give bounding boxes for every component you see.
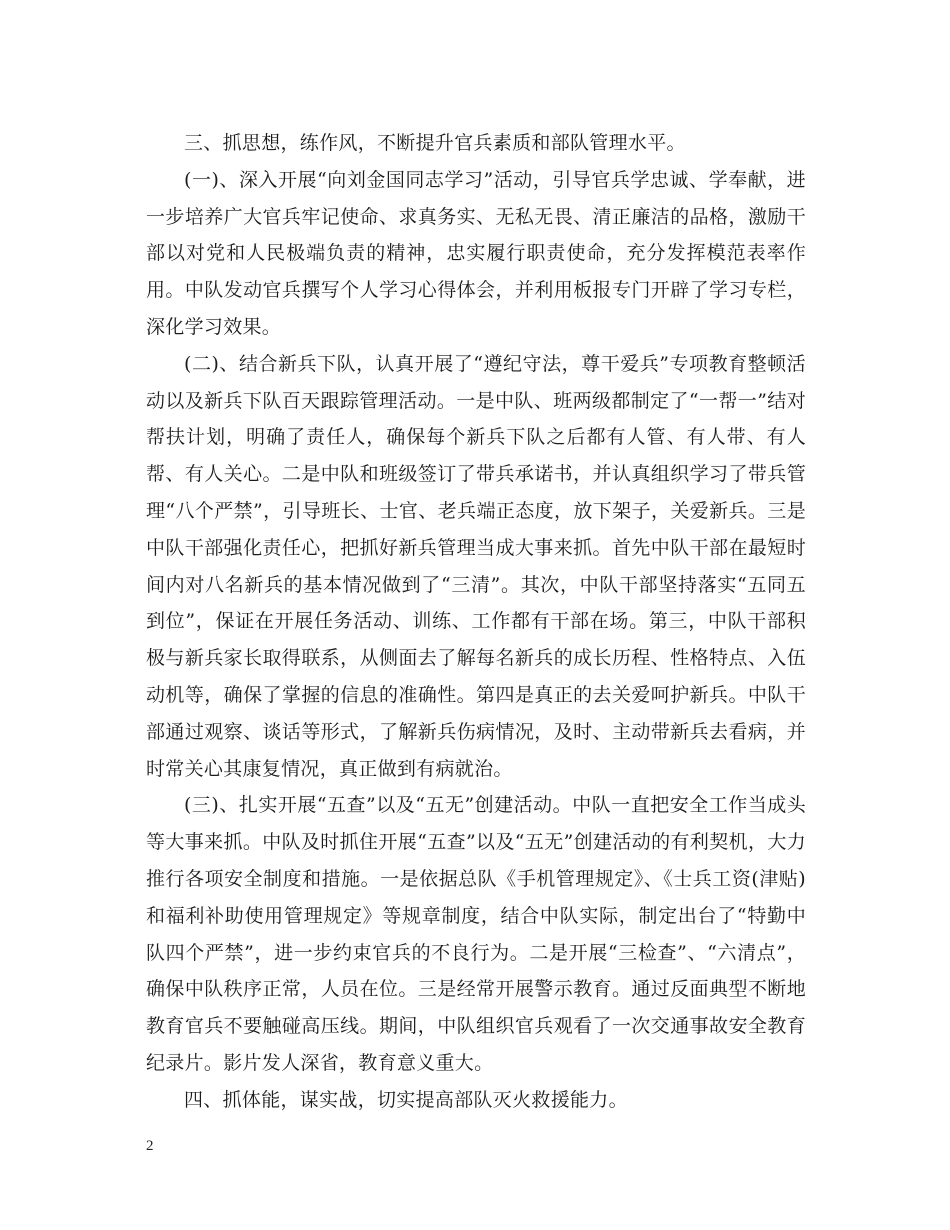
paragraph-item-three: (三)、扎实开展“五查”以及“五无”创建活动。中队一直把安全工作当成头等大事来抓。中队及时抓住开展“五查”以及“五无”创建活动的有利契机，大力推行各项安全制度和措施。一是依据总队《手机管理规定》、《士兵工资(津贴)和福利补助使用管理规定》等规章制度，结合中队实际，制定出台了“特勤中队四个严禁”，进一步约束官兵的不良行为。二是开展“三检查”、“六清点”，确保中队秩序正常，人员在位。三是经常开展警示教育。通过反面典型不断地教育官兵不要触碰高压线。期间，中队组织官兵观看了一次交通事故安全教育纪录片。影片发人深省，教育意义重大。 (146, 794, 806, 1074)
paragraph-item-one: (一)、深入开展“向刘金国同志学习”活动，引导官兵学忠诚、学奉献，进一步培养广大官兵牢记使命、求真务实、无私无畏、清正廉洁的品格，激励干部以对党和人民极端负责的精神，忠实履行职责使命，充分发挥模范表率作用。中队发动官兵撰写个人学习心得体会，并利用板报专门开辟了学习专栏，深化学习效果。 (146, 168, 806, 338)
section-heading-three: 三、抓思想，练作风，不断提升官兵素质和部队管理水平。 (184, 132, 686, 154)
section-heading-four: 四、抓体能，谋实战，切实提高部队灭火救援能力。 (184, 1088, 628, 1111)
page-number: 2 (146, 1138, 154, 1154)
paragraph-item-two: (二)、结合新兵下队，认真开展了“遵纪守法，尊干爱兵”专项教育整顿活动以及新兵下队百天跟踪管理活动。一是中队、班两级都制定了“一帮一”结对帮扶计划，明确了责任人，确保每个新兵下队之后都有人管、有人带、有人帮、有人关心。二是中队和班级签订了带兵承诺书，并认真组织学习了带兵管理“八个严禁”，引导班长、士官、老兵端正态度，放下架子，关爱新兵。三是中队干部强化责任心，把抓好新兵管理当成大事来抓。首先中队干部在最短时间内对八名新兵的基本情况做到了“三清”。其次，中队干部坚持落实“五同五到位”，保证在开展任务活动、训练、工作都有干部在场。第三，中队干部积极与新兵家长取得联系，从侧面去了解每名新兵的成长历程、性格特点、入伍动机等，确保了掌握的信息的准确性。第四是真正的去关爱呵护新兵。中队干部通过观察、谈话等形式，了解新兵伤病情况，及时、主动带新兵去看病，并时常关心其康复情况，真正做到有病就治。 (146, 352, 806, 780)
document-body (146, 125, 806, 1119)
